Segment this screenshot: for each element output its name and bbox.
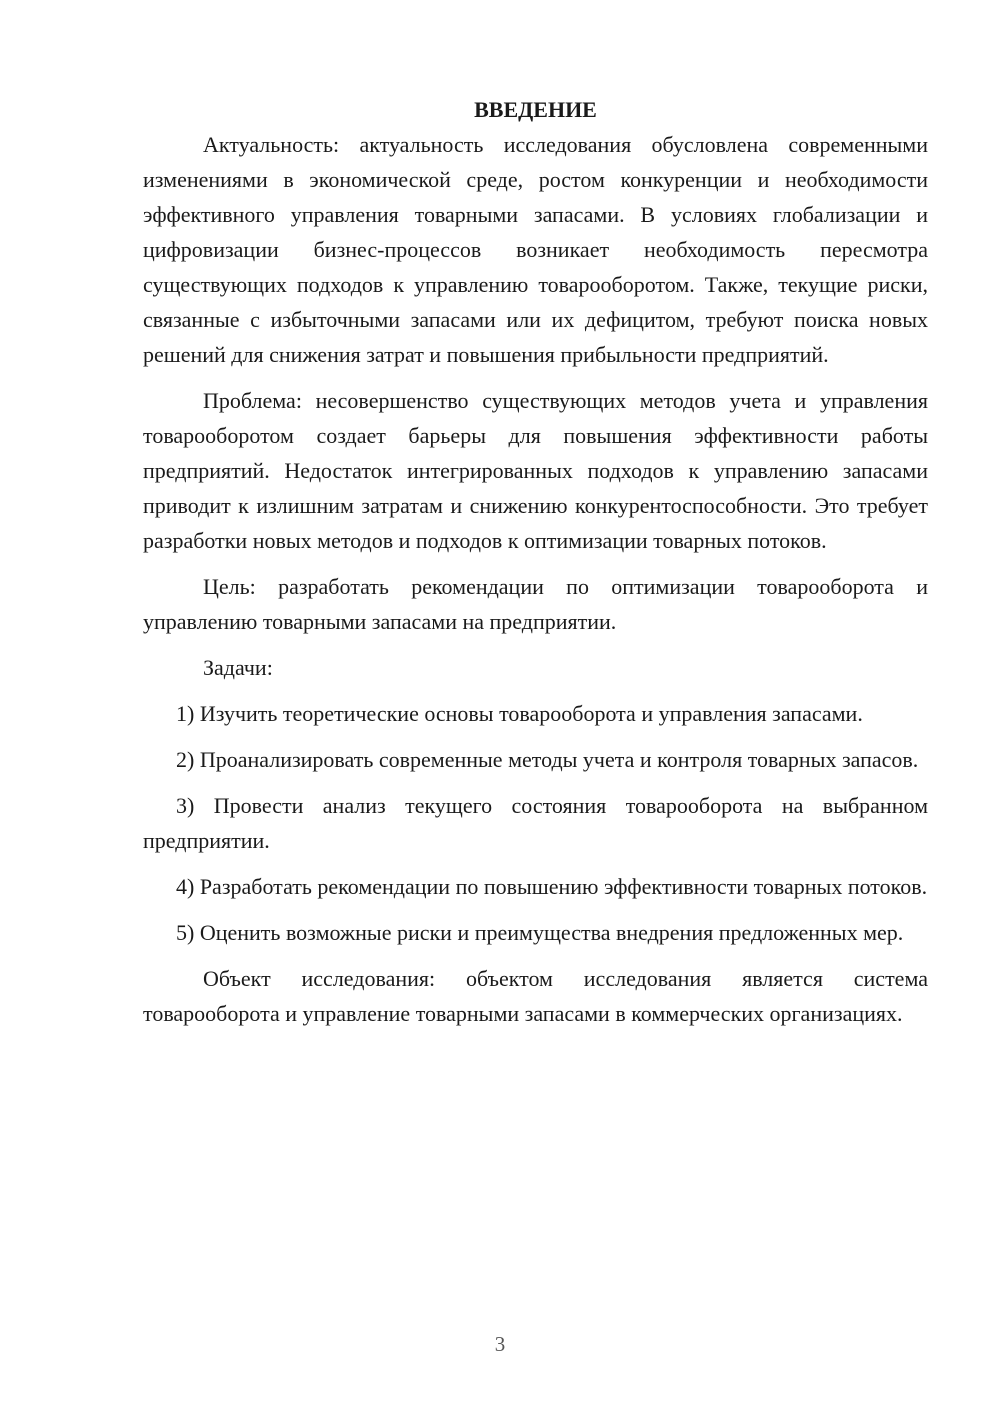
document-page [143,92,928,1042]
task-item: 1) Изучить теоретические основы товарооборота и управления запасами. [176,701,863,726]
section-title: ВВЕДЕНИЕ [474,97,597,122]
goal-paragraph: Цель: разработать рекомендации по оптимизации товарооборота и управлению товарными запасами на предприятии. [143,574,928,634]
relevance-paragraph: Актуальность: актуальность исследования обусловлена современными изменениями в экономической среде, ростом конкуренции и необходимости эффективного управления товарными запасами. В условиях глобализации и цифровизации бизнес-процессов возникает необходимость пересмотра существующих подходов к управлению товарооборотом. Также, текущие риски, связанные с избыточными запасами или их дефицитом, требуют поиска новых решений для снижения затрат и повышения прибыльности предприятий. [143,132,928,367]
task-item: 5) Оценить возможные риски и преимущества внедрения предложенных мер. [176,920,904,945]
task-item: 4) Разработать рекомендации по повышению эффективности товарных потоков. [176,874,928,899]
page-number: 3 [494,1332,506,1356]
task-item: 3) Провести анализ текущего состояния товарооборота на выбранном предприятии. [143,793,928,853]
task-item: 2) Проанализировать современные методы учета и контроля товарных запасов. [176,747,919,772]
problem-paragraph: Проблема: несовершенство существующих методов учета и управления товарооборотом создает барьеры для повышения эффективности работы предприятий. Недостаток интегрированных подходов к управлению запасами приводит к излишним затратам и снижению конкурентоспособности. Это требует разработки новых методов и подходов к оптимизации товарных потоков. [143,388,928,553]
object-paragraph: Объект исследования: объектом исследования является система товарооборота и управление товарными запасами в коммерческих организациях. [143,966,928,1026]
tasks-heading: Задачи: [203,655,273,680]
